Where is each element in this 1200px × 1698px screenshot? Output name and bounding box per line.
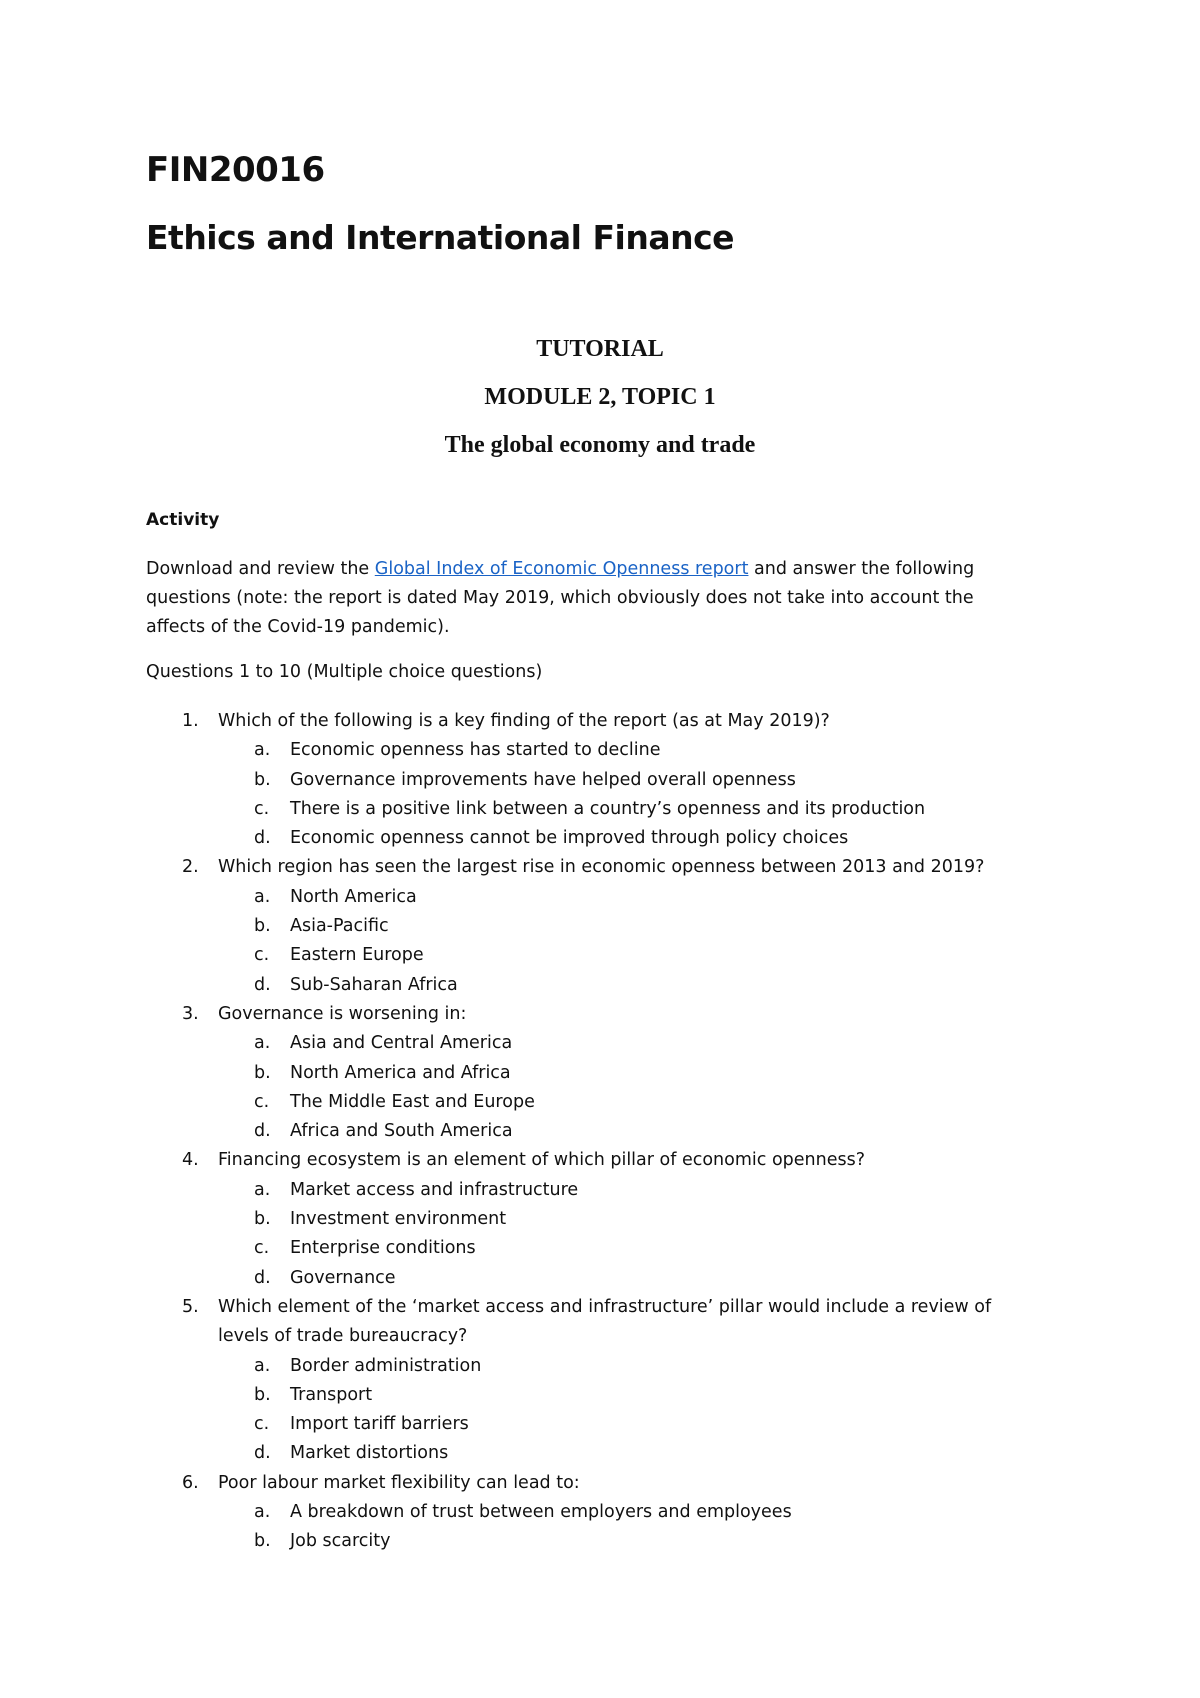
question-item bbox=[146, 853, 1046, 999]
answer-option bbox=[218, 1088, 1046, 1117]
option-text: Import tariff barriers bbox=[290, 1414, 469, 1435]
option-letter: a. bbox=[254, 1355, 271, 1376]
option-letter: a. bbox=[254, 1179, 271, 1200]
answer-option bbox=[218, 1527, 1046, 1556]
option-letter: c. bbox=[254, 1091, 270, 1112]
answer-option bbox=[218, 971, 1046, 1000]
option-letter: b. bbox=[254, 1384, 271, 1405]
answer-option bbox=[218, 766, 1046, 795]
question-number: 2. bbox=[182, 857, 199, 878]
answer-option bbox=[218, 824, 1046, 853]
option-text: Asia-Pacific bbox=[290, 916, 389, 937]
option-letter: d. bbox=[254, 974, 271, 995]
answer-option bbox=[218, 1205, 1046, 1234]
option-list bbox=[218, 1176, 1046, 1293]
question-text: Governance is worsening in: bbox=[218, 1003, 467, 1024]
option-text: Sub-Saharan Africa bbox=[290, 974, 458, 995]
answer-option bbox=[218, 1498, 1046, 1527]
answer-option bbox=[218, 1410, 1046, 1439]
answer-option bbox=[218, 883, 1046, 912]
questions-heading: Questions 1 to 10 (Multiple choice questions) bbox=[146, 662, 543, 682]
option-text: Eastern Europe bbox=[290, 945, 424, 966]
option-list bbox=[218, 1498, 1046, 1557]
option-text: A breakdown of trust between employers and employees bbox=[290, 1502, 792, 1523]
option-text: Africa and South America bbox=[290, 1121, 513, 1142]
option-text: Job scarcity bbox=[290, 1531, 391, 1552]
option-letter: c. bbox=[254, 798, 270, 819]
option-text: Market access and infrastructure bbox=[290, 1179, 579, 1200]
option-letter: b. bbox=[254, 769, 271, 790]
option-text: There is a positive link between a country’s openness and its production bbox=[290, 798, 926, 819]
question-list bbox=[146, 707, 1046, 1557]
answer-option bbox=[218, 1352, 1046, 1381]
question-item bbox=[146, 1000, 1046, 1146]
answer-option bbox=[218, 736, 1046, 765]
option-text: Governance bbox=[290, 1267, 396, 1288]
option-list bbox=[218, 883, 1046, 1000]
question-number: 5. bbox=[182, 1296, 199, 1317]
option-letter: a. bbox=[254, 1502, 271, 1523]
option-text: The Middle East and Europe bbox=[290, 1091, 535, 1112]
question-text: Which element of the ‘market access and infrastructure’ pillar would include a review of levels of trade bureaucracy? bbox=[218, 1296, 992, 1347]
answer-option bbox=[218, 1381, 1046, 1410]
option-letter: c. bbox=[254, 1238, 270, 1259]
answer-option bbox=[218, 1059, 1046, 1088]
option-text: Asia and Central America bbox=[290, 1033, 513, 1054]
course-code: FIN20016 bbox=[146, 150, 325, 190]
activity-label: Activity bbox=[146, 510, 220, 530]
option-text: Economic openness has started to decline bbox=[290, 740, 661, 761]
question-number: 4. bbox=[182, 1150, 199, 1171]
question-item bbox=[146, 707, 1046, 853]
option-letter: d. bbox=[254, 1267, 271, 1288]
answer-option bbox=[218, 1439, 1046, 1468]
option-letter: a. bbox=[254, 1033, 271, 1054]
option-text: Market distortions bbox=[290, 1443, 449, 1464]
option-letter: d. bbox=[254, 1121, 271, 1142]
option-text: Border administration bbox=[290, 1355, 482, 1376]
course-title: Ethics and International Finance bbox=[146, 218, 735, 257]
option-text: Enterprise conditions bbox=[290, 1238, 476, 1259]
question-text: Which of the following is a key finding of the report (as at May 2019)? bbox=[218, 711, 830, 731]
answer-option bbox=[218, 912, 1046, 941]
option-text: Governance improvements have helped overall openness bbox=[290, 769, 796, 790]
option-letter: b. bbox=[254, 1531, 271, 1552]
option-letter: c. bbox=[254, 945, 270, 966]
report-link[interactable]: Global Index of Economic Openness report bbox=[374, 559, 749, 579]
answer-option bbox=[218, 1264, 1046, 1293]
answer-option bbox=[218, 941, 1046, 970]
question-item bbox=[146, 1293, 1046, 1469]
option-list bbox=[218, 1029, 1046, 1146]
tutorial-heading: TUTORIAL bbox=[536, 336, 664, 362]
option-text: North America bbox=[290, 886, 417, 907]
question-item bbox=[146, 1146, 1046, 1292]
option-letter: c. bbox=[254, 1414, 270, 1435]
topic-heading: The global economy and trade bbox=[444, 432, 756, 458]
option-letter: d. bbox=[254, 828, 271, 849]
option-text: Investment environment bbox=[290, 1209, 507, 1230]
option-list bbox=[218, 736, 1046, 853]
option-letter: a. bbox=[254, 740, 271, 761]
option-text: North America and Africa bbox=[290, 1062, 511, 1083]
question-number: 3. bbox=[182, 1003, 199, 1024]
option-letter: b. bbox=[254, 1209, 271, 1230]
option-letter: a. bbox=[254, 886, 271, 907]
question-number: 6. bbox=[182, 1472, 199, 1493]
option-list bbox=[218, 1352, 1046, 1469]
question-text: Financing ecosystem is an element of which pillar of economic openness? bbox=[218, 1150, 865, 1171]
answer-option bbox=[218, 1176, 1046, 1205]
question-number: 1. bbox=[182, 711, 199, 731]
answer-option bbox=[218, 795, 1046, 824]
option-letter: b. bbox=[254, 1062, 271, 1083]
answer-option bbox=[218, 1029, 1046, 1058]
intro-text-before: Download and review the bbox=[146, 559, 375, 579]
question-text: Which region has seen the largest rise in economic openness between 2013 and 2019? bbox=[218, 857, 985, 878]
question-item bbox=[146, 1469, 1046, 1557]
activity-intro bbox=[146, 555, 1026, 642]
answer-option bbox=[218, 1234, 1046, 1263]
option-letter: b. bbox=[254, 916, 271, 937]
option-text: Transport bbox=[290, 1384, 373, 1405]
module-heading: MODULE 2, TOPIC 1 bbox=[484, 384, 716, 410]
intro-text-after: and answer the following questions (note: the report is dated May 2019, which obviously does not take into account the affects of the Covid-19 pandemic). bbox=[146, 559, 975, 637]
question-text: Poor labour market flexibility can lead to: bbox=[218, 1472, 580, 1493]
answer-option bbox=[218, 1117, 1046, 1146]
option-text: Economic openness cannot be improved through policy choices bbox=[290, 828, 849, 849]
option-letter: d. bbox=[254, 1443, 271, 1464]
